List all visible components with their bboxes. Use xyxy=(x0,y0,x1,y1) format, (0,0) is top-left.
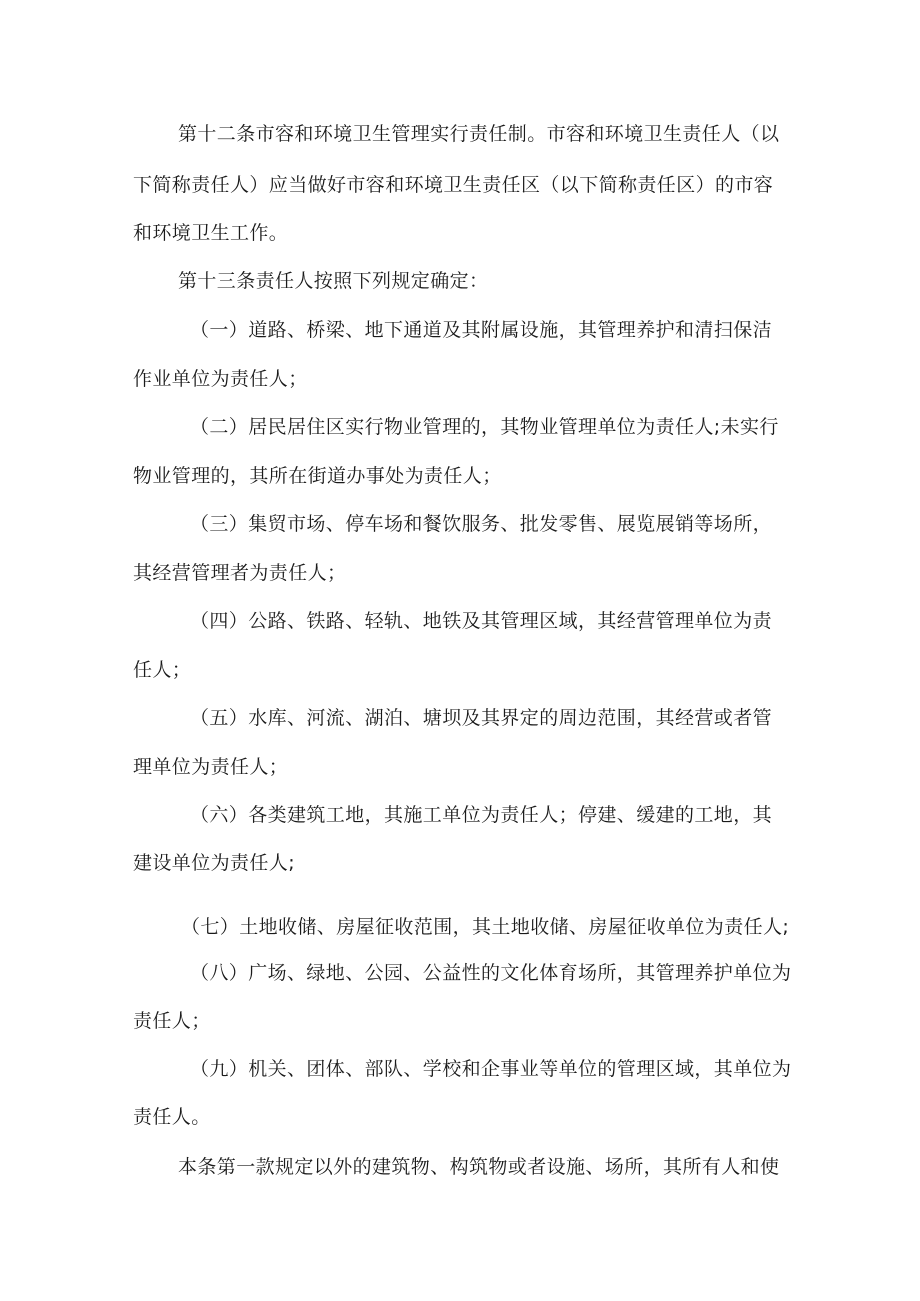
item-7-line-1: （七）土地收储、房屋征收范围，其土地收储、房屋征收单位为责任人; xyxy=(181,916,790,938)
item-9-line-1: （九）机关、团体、部队、学校和企事业等单位的管理区域，其单位为 xyxy=(190,1058,792,1080)
item-6-line-1: （六）各类建筑工地，其施工单位为责任人；停建、缓建的工地，其 xyxy=(190,804,773,826)
item-3-line-2: 其经营管理者为责任人； xyxy=(133,562,347,584)
article-12-line-3: 和环境卫生工作。 xyxy=(133,222,289,244)
item-5-line-1: （五）水库、河流、湖泊、塘坝及其界定的周边范围，其经营或者管 xyxy=(190,707,773,729)
item-3-line-1: （三）集贸市场、停车场和餐饮服务、批发零售、展览展销等场所， xyxy=(190,513,773,535)
item-4-line-2: 任人； xyxy=(133,659,192,681)
item-2-line-2: 物业管理的，其所在街道办事处为责任人； xyxy=(133,465,502,487)
item-8-line-2: 责任人； xyxy=(133,1010,211,1032)
item-6-line-2: 建设单位为责任人; xyxy=(133,852,296,874)
article-13-para-2-line-1: 本条第一款规定以外的建筑物、构筑物或者设施、场所，其所有人和使 xyxy=(178,1156,780,1178)
item-2-line-1: （二）居民居住区实行物业管理的，其物业管理单位为责任人;未实行 xyxy=(190,416,779,438)
item-9-line-2: 责任人。 xyxy=(133,1106,211,1128)
item-1-line-1: （一）道路、桥梁、地下通道及其附属设施，其管理养护和清扫保洁 xyxy=(190,319,773,341)
article-12-line-2: 下简称责任人）应当做好市容和环境卫生责任区（以下简称责任区）的市容 xyxy=(133,174,774,196)
item-8-line-1: （八）广场、绿地、公园、公益性的文化体育场所，其管理养护单位为 xyxy=(190,962,792,984)
item-5-line-2: 理单位为责任人； xyxy=(133,756,289,778)
item-1-line-2: 作业单位为责任人； xyxy=(133,368,308,390)
item-4-line-1: （四）公路、铁路、轻轨、地铁及其管理区域，其经营管理单位为责 xyxy=(190,610,773,632)
article-13-line-1: 第十三条责任人按照下列规定确定： xyxy=(178,270,489,292)
article-12-line-1: 第十二条市容和环境卫生管理实行责任制。市容和环境卫生责任人（以 xyxy=(178,123,780,145)
